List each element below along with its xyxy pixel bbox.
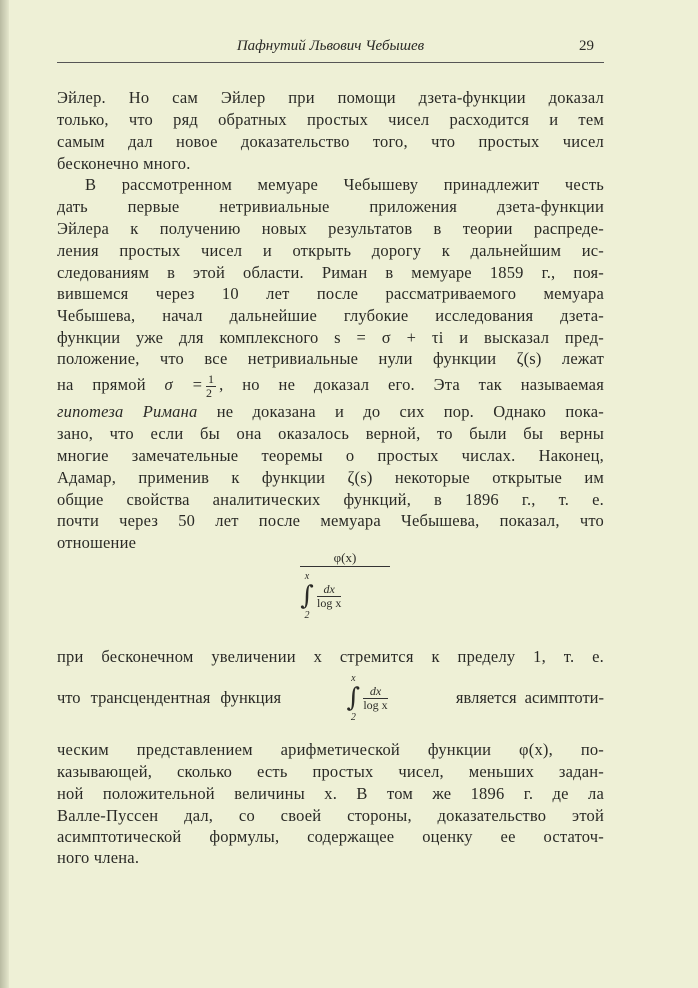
text-line: бесконечно много. — [57, 154, 191, 173]
text: что трансцендентная функция — [57, 688, 282, 707]
page-edge-shadow — [0, 0, 9, 988]
text-line: Адамар, применив к функции ζ(s) некоторые открытые им — [57, 468, 604, 487]
header-rule — [57, 62, 604, 63]
sigma-equals: σ = — [164, 375, 203, 394]
text-line: ной положительной величины x. В том же 1896 г. де ла — [57, 784, 604, 803]
lower-limit: 2 — [350, 712, 356, 723]
riemann-hypothesis-term: гипотеза Римана — [57, 402, 198, 421]
running-title: Пафнутий Львович Чебышев — [236, 38, 425, 54]
numerator: 1 — [207, 371, 215, 386]
text-line: многие замечательные теоремы о простых числах. Наконец, — [57, 446, 604, 465]
text: , но не доказал его. Эта так называемая — [219, 375, 604, 394]
display-formula — [300, 550, 390, 621]
formula-numerator: φ(x) — [300, 550, 390, 567]
text-line: Валле-Пуссен дал, со своей стороны, доказательство этой — [57, 806, 604, 825]
text-line: ного члена. — [57, 848, 140, 867]
text-line: вившемся через 10 лет после рассматриваемого мемуара — [57, 284, 604, 303]
text-line-sigma — [57, 370, 604, 400]
integral-with-limits — [300, 571, 314, 621]
text-line: асимптотической формулы, содержащее оценку ее остаточ- — [57, 827, 604, 846]
denominator: 2 — [205, 385, 213, 400]
denominator: log x — [317, 595, 342, 610]
text-line: общие свойства аналитических функций, в 1896 г., т. е. — [57, 490, 604, 509]
integral-sign: ∫ — [346, 683, 361, 713]
lower-limit: 2 — [304, 610, 310, 621]
denominator: log x — [363, 697, 388, 712]
text-line-integral — [57, 670, 604, 726]
text-line: зано, что если бы она оказалось верной, то были бы верны — [57, 424, 604, 443]
text: не доказана и до сих пор. Однако пока- — [197, 402, 604, 421]
integral-sign: ∫ — [300, 581, 314, 611]
text-line: ческим представлением арифметической функции φ(x), по- — [57, 740, 604, 759]
text-line: ления простых чисел и открыть дорогу к дальнейшим ис- — [57, 241, 604, 260]
integrand — [317, 583, 341, 610]
page-header — [57, 38, 604, 58]
fraction-one-half — [206, 373, 216, 400]
upper-limit: x — [304, 571, 310, 582]
text-line: Эйлер. Но сам Эйлер при помощи дзета-функции доказал — [57, 88, 604, 107]
inline-integral — [346, 673, 390, 723]
text-line: при бесконечном увеличении x стремится к пределу 1, т. е. — [57, 647, 604, 666]
text-line: почти через 50 лет после мемуара Чебышева, показал, что — [57, 511, 604, 530]
numerator: dx — [317, 583, 341, 597]
text-line: самым дал новое доказательство того, что простых чисел — [57, 132, 604, 151]
text-line-hypothesis — [57, 402, 604, 422]
text-line: дать первые нетривиальные приложения дзета-функции — [57, 197, 604, 216]
text-line: следованиям в этой области. Риман в мемуаре 1859 г., поя- — [57, 263, 604, 282]
text-line: функции уже для комплексного s = σ + τi и высказал пред- — [57, 328, 604, 347]
text: является асимптоти- — [455, 688, 604, 707]
numerator: dx — [363, 685, 387, 699]
upper-limit: x — [351, 673, 356, 684]
text-line: казывающей, сколько есть простых чисел, меньших задан- — [57, 762, 604, 781]
page-number: 29 — [579, 38, 594, 54]
integrand — [363, 685, 387, 712]
text: на прямой — [57, 375, 146, 394]
text-line: только, что ряд обратных простых чисел расходится и тем — [57, 110, 604, 129]
text-line: В рассмотренном мемуаре Чебышеву принадлежит честь — [85, 175, 604, 194]
text-line: Эйлера к получению новых результатов в теории распреде- — [57, 219, 604, 238]
formula-denominator — [300, 571, 390, 621]
text-line: Чебышева, начал дальнейшие глубокие исследования дзета- — [57, 306, 604, 325]
text-line: отношение — [57, 533, 137, 552]
text-line: положение, что все нетривиальные нули функции ζ(s) лежат — [57, 349, 604, 368]
integral-with-limits — [346, 673, 360, 723]
